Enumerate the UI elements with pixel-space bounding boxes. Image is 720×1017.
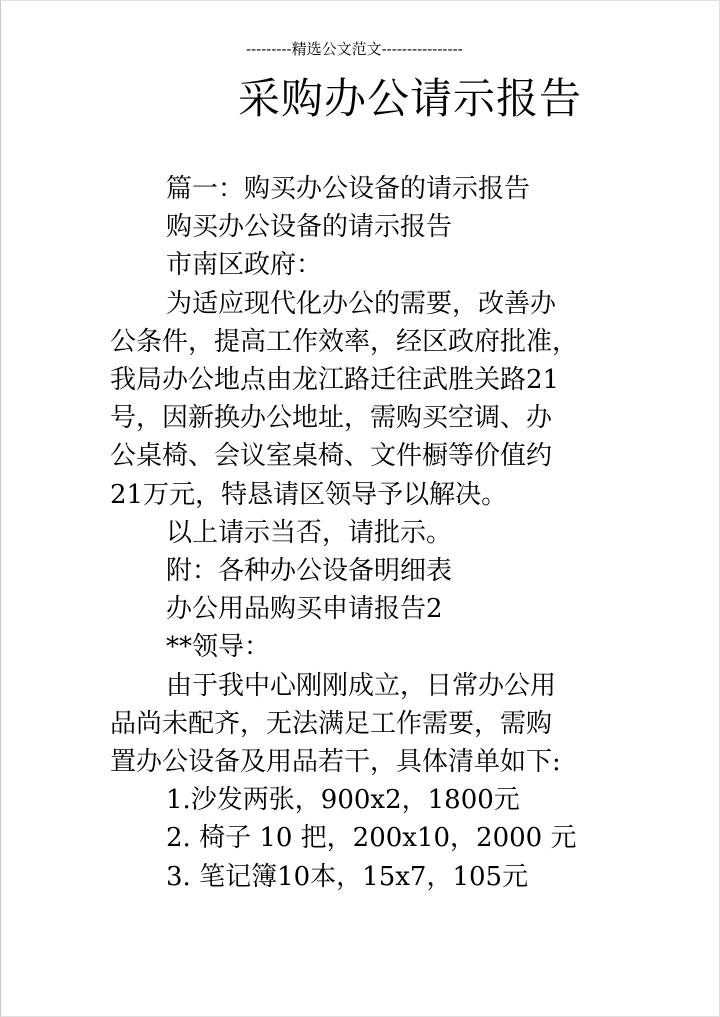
body-line-subtitle: 购买办公设备的请示报告: [166, 212, 453, 243]
body-line-addressee-2: **领导：: [166, 632, 271, 663]
body-line-attachment: 附：各种办公设备明细表: [166, 556, 453, 587]
list-item-2: 2. 椅子 10 把，200x10，2000 元: [166, 823, 577, 854]
body-line: 置办公设备及用品若干，具体清单如下:: [110, 747, 561, 778]
running-header: ---------精选公文范文----------------: [246, 40, 463, 58]
body-line: 品尚未配齐，无法满足工作需要，需购: [110, 708, 553, 739]
body-line-closing: 以上请示当否，请批示。: [166, 517, 453, 548]
body-line-addressee: 市南区政府：: [166, 250, 323, 281]
list-item-1: 1.沙发两张，900x2，1800元: [166, 785, 520, 816]
document-body: [110, 170, 630, 896]
list-item-3: 3. 笔记簿10本，15x7，105元: [166, 861, 529, 892]
body-line-heading-1: 篇一：购买办公设备的请示报告: [166, 174, 531, 204]
body-line: 由于我中心刚刚成立，日常办公用: [166, 670, 557, 701]
body-line: 公桌椅、会议室桌椅、文件橱等价值约: [110, 441, 553, 472]
body-line: 为适应现代化办公的需要，改善办: [166, 288, 557, 319]
body-line: 21万元，特恳请区领导予以解决。: [110, 479, 508, 510]
body-line: 我局办公地点由龙江路迁往武胜关路21: [110, 365, 560, 396]
document-title: 采购办公请示报告: [238, 74, 583, 123]
body-line-heading-2: 办公用品购买申请报告2: [166, 594, 443, 625]
body-line: 公条件，提高工作效率，经区政府批准，: [110, 326, 579, 357]
body-line: 号，因新换办公地址，需购买空调、办: [110, 403, 553, 434]
